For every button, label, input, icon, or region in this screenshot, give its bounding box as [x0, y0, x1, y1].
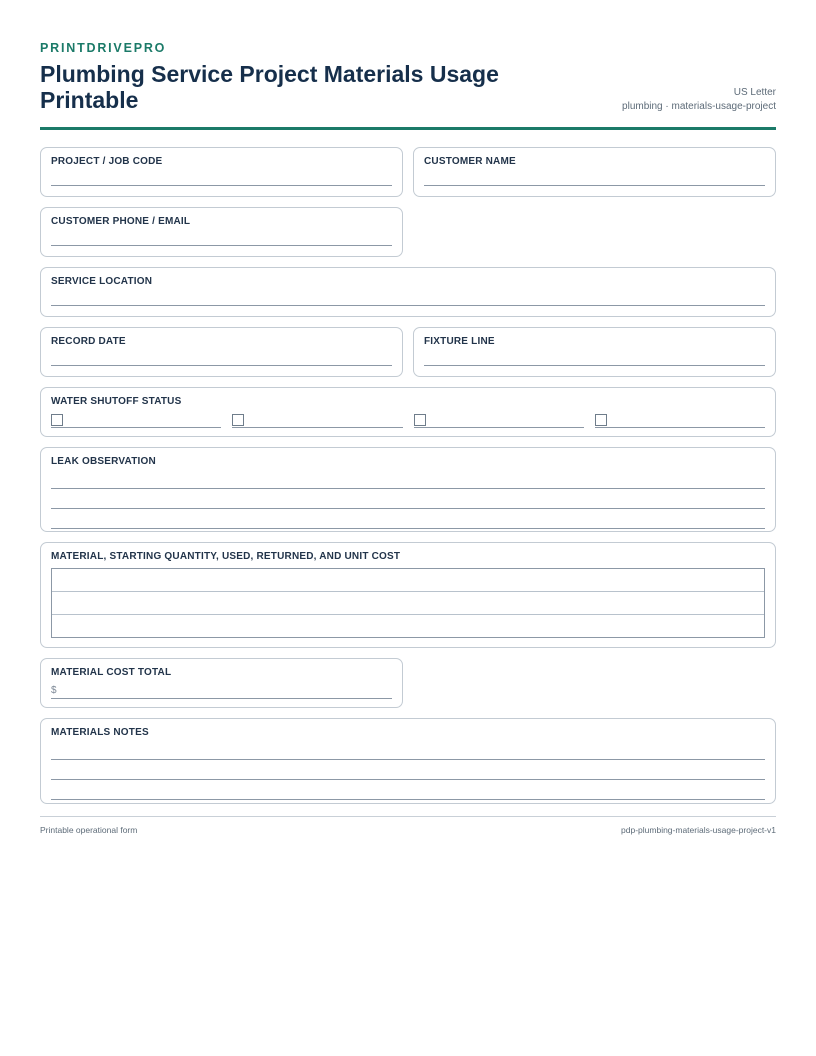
materials-notes-line-1[interactable]	[51, 740, 765, 760]
table-row[interactable]	[52, 569, 764, 592]
shutoff-option-2[interactable]	[232, 413, 402, 428]
leak-observation-line-1[interactable]	[51, 469, 765, 489]
footer-form-id: pdp-plumbing-materials-usage-project-v1	[621, 825, 776, 835]
shutoff-option-3[interactable]	[414, 413, 584, 428]
leak-observation-label: LEAK OBSERVATION	[51, 456, 156, 467]
water-shutoff-status-label: WATER SHUTOFF STATUS	[51, 396, 182, 407]
customer-name-input-line[interactable]	[424, 185, 765, 186]
materials-notes-field[interactable]	[40, 718, 776, 804]
materials-notes-line-3[interactable]	[51, 780, 765, 800]
checkbox[interactable]	[232, 414, 244, 426]
form-page	[40, 40, 776, 835]
form-header	[40, 41, 776, 130]
document-meta	[622, 86, 776, 114]
checkbox[interactable]	[51, 414, 63, 426]
materials-table-label: MATERIAL, STARTING QUANTITY, USED, RETURNED, AND UNIT COST	[51, 551, 401, 562]
project-job-code-label: PROJECT / JOB CODE	[51, 156, 163, 167]
record-date-label: RECORD DATE	[51, 336, 126, 347]
record-date-field[interactable]	[40, 327, 403, 377]
materials-notes-label: MATERIALS NOTES	[51, 727, 149, 738]
page-title: Plumbing Service Project Materials Usage Printable	[40, 61, 499, 113]
customer-phone-email-input-line[interactable]	[51, 245, 392, 246]
fixture-line-field[interactable]	[413, 327, 776, 377]
materials-notes-line-2[interactable]	[51, 760, 765, 780]
customer-phone-email-label: CUSTOMER PHONE / EMAIL	[51, 216, 191, 227]
shutoff-option-4[interactable]	[595, 413, 765, 428]
project-job-code-field[interactable]	[40, 147, 403, 197]
checkbox[interactable]	[595, 414, 607, 426]
fixture-line-input-line[interactable]	[424, 365, 765, 366]
service-location-input-line[interactable]	[51, 305, 765, 306]
service-location-field[interactable]	[40, 267, 776, 317]
materials-table-field	[40, 542, 776, 648]
page-footer	[40, 816, 776, 835]
project-job-code-input-line[interactable]	[51, 185, 392, 186]
leak-observation-line-3[interactable]	[51, 509, 765, 529]
materials-table	[51, 568, 765, 638]
record-date-input-line[interactable]	[51, 365, 392, 366]
checkbox[interactable]	[414, 414, 426, 426]
shutoff-option-1[interactable]	[51, 413, 221, 428]
leak-observation-line-2[interactable]	[51, 489, 765, 509]
material-cost-total-field[interactable]	[40, 658, 403, 708]
material-cost-total-label: MATERIAL COST TOTAL	[51, 667, 172, 678]
footer-left-text: Printable operational form	[40, 825, 138, 835]
paper-size: US Letter	[733, 87, 776, 98]
brand-logo-text: PRINTDRIVEPRO	[40, 41, 167, 55]
water-shutoff-status-field	[40, 387, 776, 437]
customer-name-label: CUSTOMER NAME	[424, 156, 516, 167]
table-row[interactable]	[52, 615, 764, 637]
table-row[interactable]	[52, 592, 764, 615]
service-location-label: SERVICE LOCATION	[51, 276, 153, 287]
fixture-line-label: FIXTURE LINE	[424, 336, 495, 347]
material-cost-total-input[interactable]: $	[51, 684, 392, 699]
document-tags: plumbing · materials-usage-project	[622, 101, 776, 112]
customer-phone-email-field[interactable]	[40, 207, 403, 257]
customer-name-field[interactable]	[413, 147, 776, 197]
leak-observation-field[interactable]	[40, 447, 776, 532]
